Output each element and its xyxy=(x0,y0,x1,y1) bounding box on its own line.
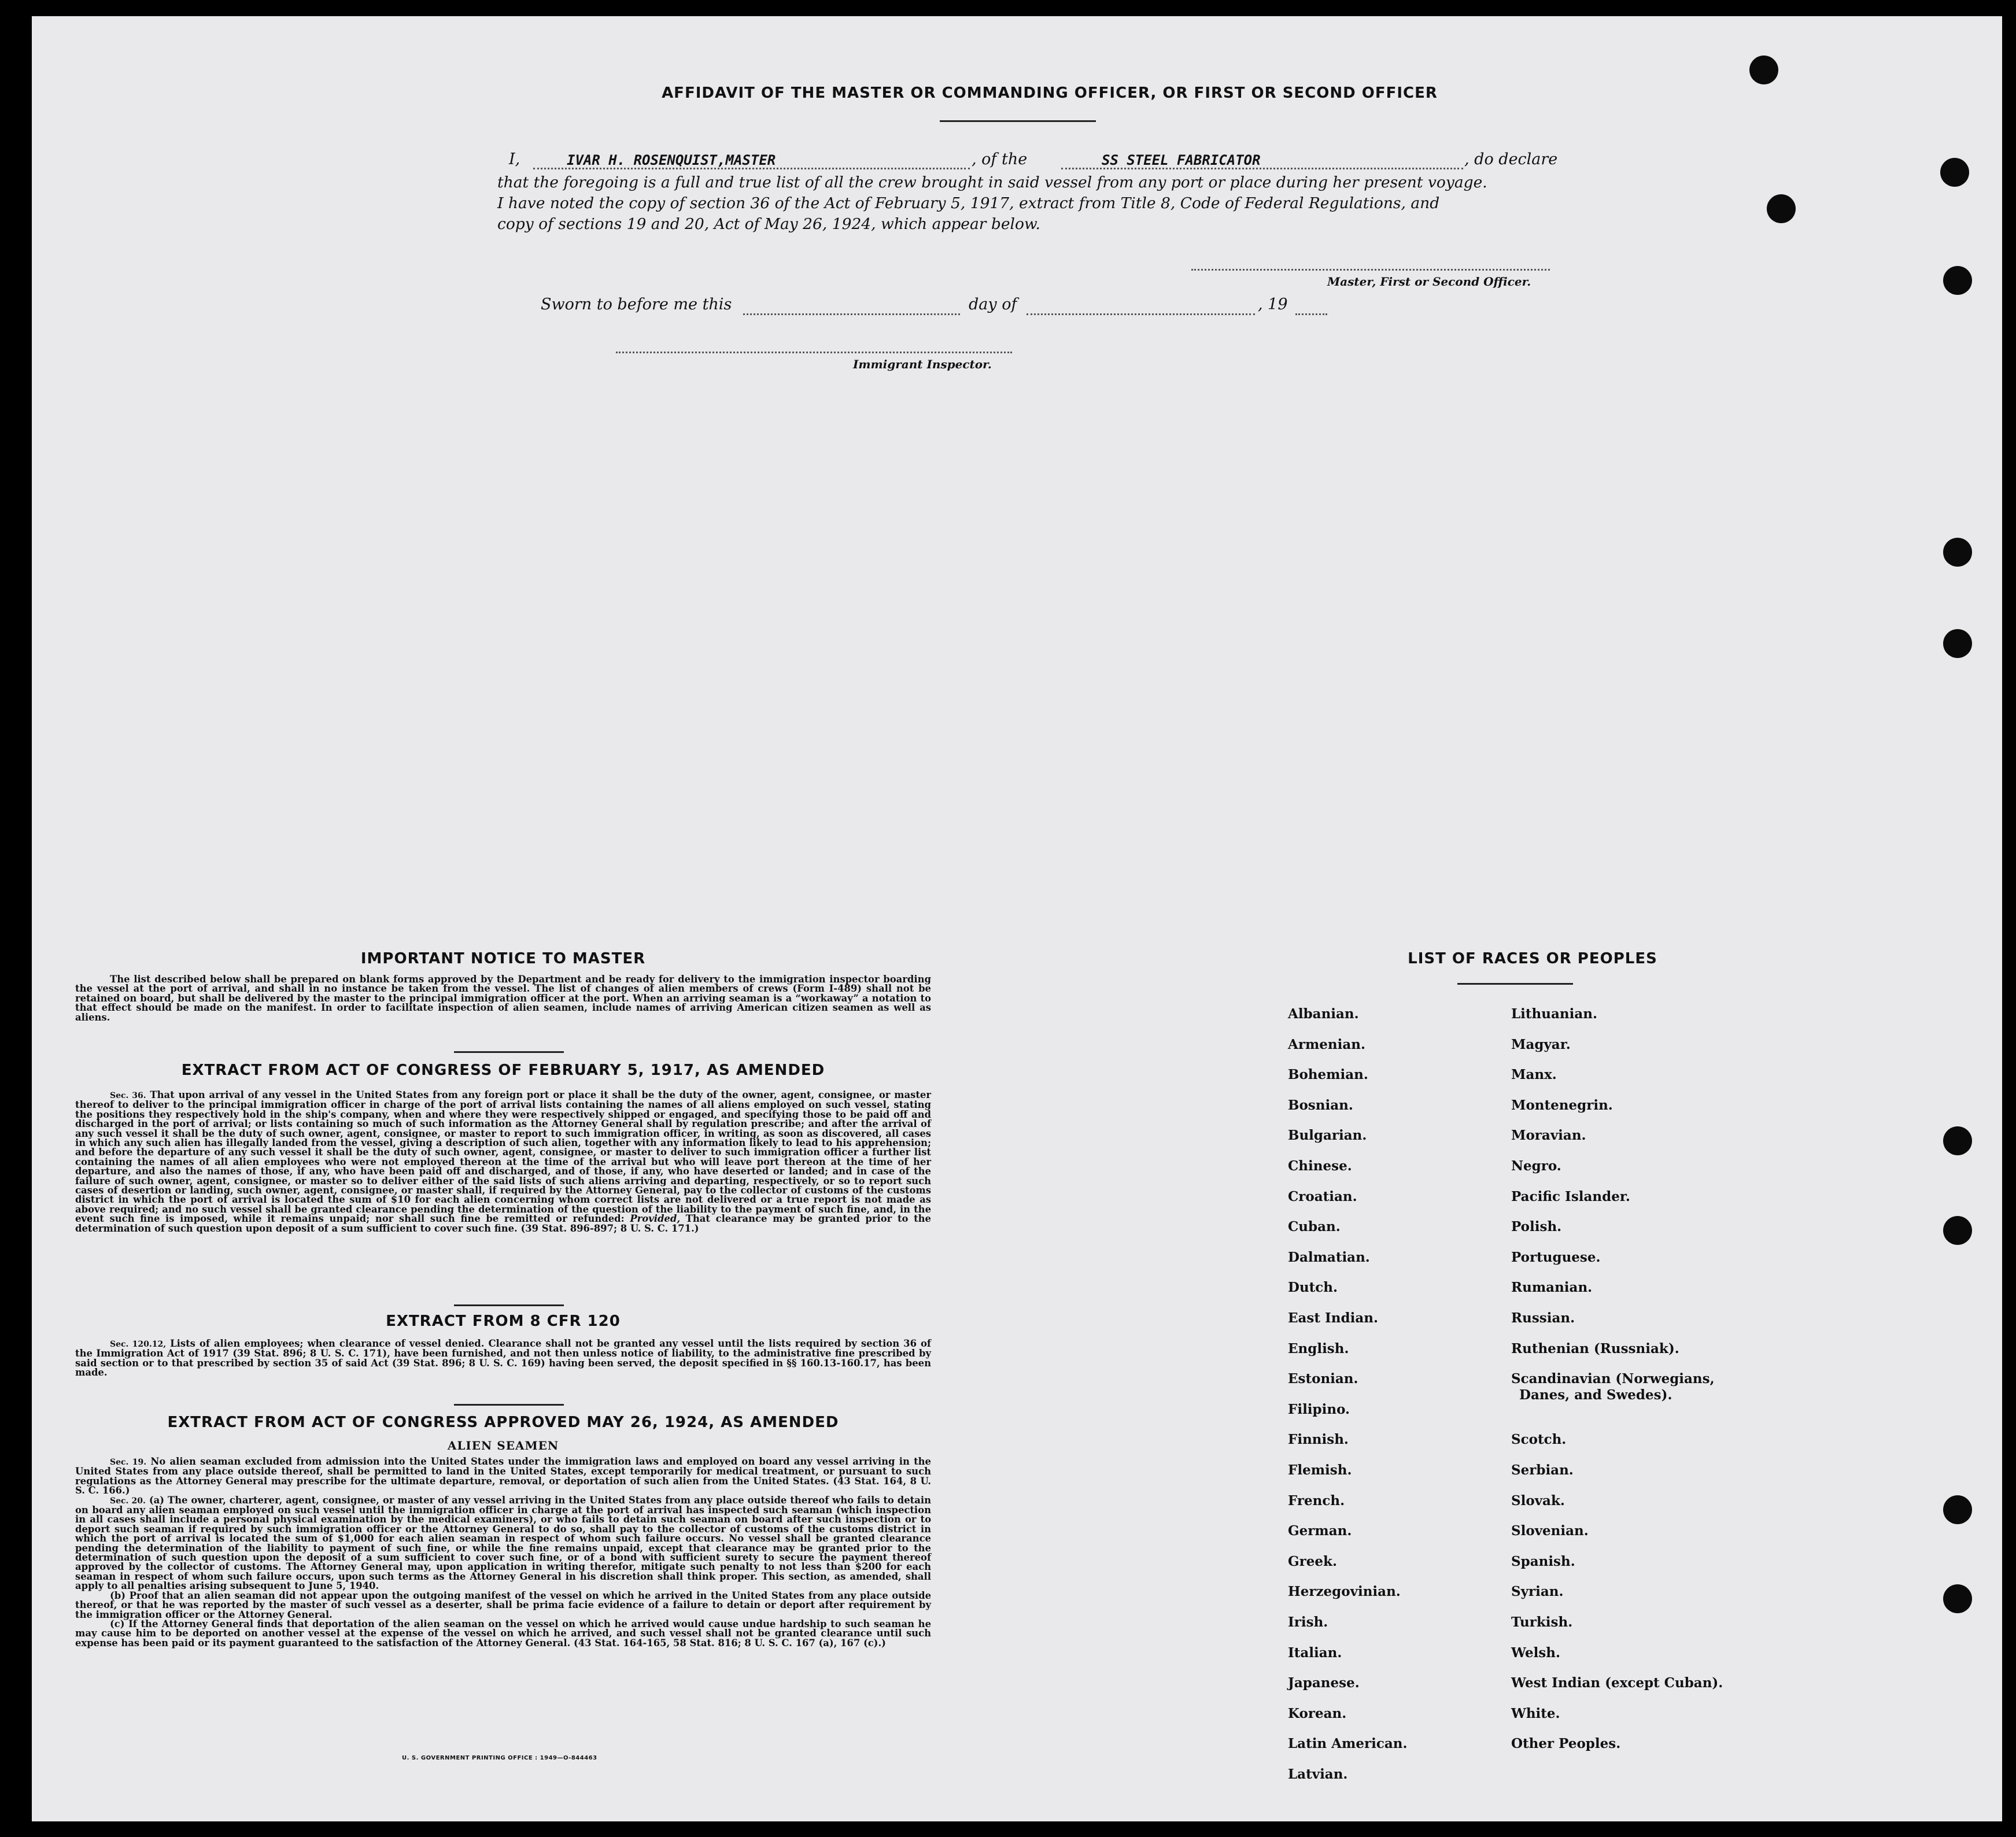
race-item: Bosnian. xyxy=(1288,1097,1353,1113)
sec-120-text: Lists of alien employees; when clearance of vessel denied. Clearance shall not be granted any vessel until the lists required by section 36 of the Immigration Act of 1917 (39 Stat. 896; 8 U. S. C. 171), have been furnished, and not then unless notice of liability, to the administrative fine prescribed by said section or to that prescribed by section 35 of said Act (39 Stat. 896; 8 U. S. C. 169) having been served, the deposit specified in §§ 160.13-160.17, has been made. xyxy=(75,1338,931,1378)
race-item: Moravian. xyxy=(1511,1128,1586,1144)
race-item: Herzegovinian. xyxy=(1288,1584,1401,1600)
race-item: Polish. xyxy=(1511,1219,1562,1235)
i-label: I, xyxy=(509,150,520,168)
race-item: Montenegrin. xyxy=(1511,1097,1613,1113)
inspector-signature-caption: Immigrant Inspector. xyxy=(853,357,992,371)
affidavit-title: AFFIDAVIT OF THE MASTER OR COMMANDING OFFICER, OR FIRST OR SECOND OFFICER xyxy=(662,84,1438,102)
of-the-label: , of the xyxy=(972,150,1028,168)
race-item: Other Peoples. xyxy=(1511,1736,1621,1752)
sec-20-label: Sec. 20. xyxy=(110,1496,146,1506)
extract-1924-body xyxy=(75,1457,931,1648)
race-item: Greek. xyxy=(1288,1553,1337,1569)
punch-hole xyxy=(1943,1216,1972,1245)
sworn-month-line xyxy=(1027,313,1255,315)
punch-hole xyxy=(1943,1584,1972,1613)
race-item: Russian. xyxy=(1511,1310,1575,1326)
extract-1924-subtitle: ALIEN SEAMEN xyxy=(447,1439,559,1452)
gpo-imprint: U. S. GOVERNMENT PRINTING OFFICE : 1949—O-844463 xyxy=(402,1755,597,1761)
extract-cfr-title: EXTRACT FROM 8 CFR 120 xyxy=(386,1313,621,1330)
race-item: Bohemian. xyxy=(1288,1067,1368,1083)
race-item: Spanish. xyxy=(1511,1553,1575,1569)
vessel-name-value: SS STEEL FABRICATOR xyxy=(1102,152,1261,168)
race-item: Welsh. xyxy=(1511,1644,1561,1661)
race-item: English. xyxy=(1288,1340,1349,1357)
race-item: Albanian. xyxy=(1288,1006,1359,1022)
notice-text: The list described below shall be prepared on blank forms approved by the Department and be ready for delivery to the immigration inspector boarding the vessel at the port of arrival, and shall in no instance be taken from the vessel. The list of changes of alien members of crews (Form I-489) shall not be retained on board, but shall be delivered by the master to the principal immigration officer at the port. When an arriving seaman is a “workaway” a notation to that effect should be made on the manifest. In order to facilitate inspection of alien seamen, include names of arriving American citizen seamen as well as aliens. xyxy=(75,974,931,1023)
race-item: West Indian (except Cuban). xyxy=(1511,1675,1723,1691)
punch-hole xyxy=(1943,1495,1972,1524)
punch-hole xyxy=(1767,194,1796,223)
extract-1924-title: EXTRACT FROM ACT OF CONGRESS APPROVED MAY 26, 1924, AS AMENDED xyxy=(167,1414,839,1431)
races-title: LIST OF RACES OR PEOPLES xyxy=(1408,950,1657,967)
sec-20c-text: (c) If the Attorney General finds that deportation of the alien seaman on the vessel on which he arrived would cause undue hardship to such seaman he may cause him to be deported on another vessel at the expense of the vessel on which he arrived, and such vessel shall not be granted clearance until such expense has been paid or its payment guaranteed to the satisfaction of the Attorney General. (43 Stat. 164-165, 58 Stat. 816; 8 U. S. C. 167 (a), 167 (c).) xyxy=(75,1618,931,1649)
race-item: Slovak. xyxy=(1511,1492,1565,1509)
punch-hole xyxy=(1749,56,1778,84)
race-item: Negro. xyxy=(1511,1158,1561,1174)
race-item: Estonian. xyxy=(1288,1371,1358,1387)
race-item: Irish. xyxy=(1288,1614,1328,1630)
race-item: Lithuanian. xyxy=(1511,1006,1597,1022)
race-item: Armenian. xyxy=(1288,1036,1366,1052)
form-page xyxy=(32,16,2002,1821)
notice-title: IMPORTANT NOTICE TO MASTER xyxy=(360,950,646,967)
extract-cfr-body xyxy=(75,1339,931,1378)
master-name-value: IVAR H. ROSENQUIST,MASTER xyxy=(567,152,776,168)
declaration-line-2: that the foregoing is a full and true list of all the crew brought in said vessel from any port or place during her present voyage. xyxy=(497,173,1487,191)
sec-19-text: No alien seaman excluded from admission into the United States under the immigration laws and employed on board any vessel arriving in the United States from any place outside thereof, shall be permitted to land in the United States, except temporarily for medical treatment, or pursuant to such regulations as the Attorney General may prescribe for the ultimate departure, removal, or deportation of such alien from the United States. (43 Stat. 164, 8 U. S. C. 166.) xyxy=(75,1456,931,1496)
race-item: Italian. xyxy=(1288,1644,1342,1661)
race-item: Rumanian. xyxy=(1511,1280,1593,1296)
race-item: Slovenian. xyxy=(1511,1523,1589,1539)
race-item: Bulgarian. xyxy=(1288,1128,1367,1144)
inspector-signature-line xyxy=(616,352,1012,353)
divider xyxy=(454,1404,564,1406)
race-item: Filipino. xyxy=(1288,1401,1350,1417)
race-item: Danes, and Swedes). xyxy=(1519,1387,1672,1403)
race-item: Cuban. xyxy=(1288,1219,1341,1235)
divider xyxy=(454,1051,564,1053)
sworn-label: Sworn to before me this xyxy=(541,295,732,313)
race-item: Dutch. xyxy=(1288,1280,1338,1296)
race-item: Japanese. xyxy=(1288,1675,1360,1691)
race-item: Dalmatian. xyxy=(1288,1249,1370,1265)
sec-20a-text: (a) The owner, charterer, agent, consignee, or master of any vessel arriving in the United States from any place outside thereof who fails to detain on board any alien seaman employed on such vessel until the immigration officer in charge at the port of arrival has inspected such seaman (which inspection in all cases shall include a personal physical examination by the medical examiners), or who fails to detain such seaman on board after such inspection or to deport such seaman if required by such immigration officer or the Attorney General to do so, shall pay to the collector of customs of the customs district in which the port of arrival is located the sum of $1,000 for each alien seaman in respect of whom such failure occurs. No vessel shall be granted clearance pending the determination of the liability to payment of such fine, or while the fine remains unpaid, except that clearance may be granted prior to the determination of such question upon the deposit of a sum sufficient to cover such fine, or of a bond with sufficient surety to secure the payment thereof approved by the collector of customs. The Attorney General may, upon application in writing therefor, mitigate such penalty to not less than $200 for each seaman in respect of whom such failure occurs, upon such terms as the Attorney General in his discretion shall think proper. This section, as amended, shall apply to all penalties arising subsequent to June 5, 1940. xyxy=(75,1494,931,1592)
race-item: Croatian. xyxy=(1288,1188,1357,1204)
race-item: German. xyxy=(1288,1523,1352,1539)
race-item: Magyar. xyxy=(1511,1036,1571,1052)
race-item: Latin American. xyxy=(1288,1736,1408,1752)
race-item: Chinese. xyxy=(1288,1158,1352,1174)
master-signature-line xyxy=(1191,269,1550,271)
extract-1917-body xyxy=(75,1091,931,1233)
divider xyxy=(1457,983,1573,985)
declaration-line-3: I have noted the copy of section 36 of the Act of February 5, 1917, extract from Title 8, Code of Federal Regulations, and xyxy=(497,194,1440,212)
sworn-year-line xyxy=(1295,313,1327,315)
punch-hole xyxy=(1943,629,1972,658)
punch-hole xyxy=(1940,158,1969,187)
sec-36-text: That upon arrival of any vessel in the United States from any foreign port or place it shall be the duty of the owner, agent, consignee, or master thereof to deliver to the principal immigration officer in charge of the port of arrival lists containing the names of all aliens employed on such vessel, stating the positions they respectively hold in the ship's company, when and where they were respectively shipped or engaged, and specifying those to be paid off and discharged in the port of arrival; or lists containing so much of such information as the Attorney General shall by regulation prescribe; and after the arrival of any such vessel it shall be the duty of such owner, agent, consignee, or master to report to such immigration officer, in writing, as soon as discovered, all cases in which any such alien has illegally landed from the vessel, giving a description of such alien, together with any information likely to lead to his apprehension; and before the departure of any such vessel it shall be the duty of such owner, agent, consignee, or master to deliver to such immigration officer a further list containing the names of all alien employees who were not employed thereon at the time of the arrival but who will leave port thereon at the time of her departure, and also the names of those, if any, who have been paid off and discharged, and of those, if any, who have deserted or landed; and in case of the failure of such owner, agent, consignee, or master so to deliver either of the said lists of such aliens arriving and departing, respectively, or so to report such cases of desertion or landing, such owner, agent, consignee, or master shall, if required by the Attorney General, pay to the collector of customs of the customs district in which the port of arrival is located the sum of $10 for each alien concerning whom correct lists are not delivered or a true report is not made as above required; and no such vessel shall be granted clearance pending the determination of the question of the liability to the payment of such fine, and, in the event such fine is imposed, while it remains unpaid; nor shall such fine be remitted or refunded: xyxy=(75,1089,931,1225)
punch-hole xyxy=(1943,1126,1972,1155)
notice-body xyxy=(75,975,931,1022)
sec-120-label: Sec. 120.12, xyxy=(110,1340,167,1349)
race-item: Latvian. xyxy=(1288,1766,1348,1782)
do-declare-label: , do declare xyxy=(1464,150,1558,168)
sworn-line xyxy=(541,295,1350,319)
race-item: Korean. xyxy=(1288,1705,1347,1721)
race-item: Pacific Islander. xyxy=(1511,1188,1630,1204)
race-item: Flemish. xyxy=(1288,1462,1352,1478)
race-item: Portuguese. xyxy=(1511,1249,1601,1265)
punch-hole xyxy=(1943,538,1972,567)
year-label: , 19 xyxy=(1258,295,1288,313)
divider xyxy=(940,120,1096,122)
declaration-line-1 xyxy=(509,150,1590,171)
sworn-day-line xyxy=(743,313,960,315)
day-of-label: day of xyxy=(969,295,1017,313)
extract-1917-title: EXTRACT FROM ACT OF CONGRESS OF FEBRUARY 5, 1917, AS AMENDED xyxy=(181,1062,825,1079)
race-item: White. xyxy=(1511,1705,1560,1721)
divider xyxy=(454,1304,564,1306)
race-item: French. xyxy=(1288,1492,1345,1509)
race-item: Manx. xyxy=(1511,1067,1557,1083)
sec-20b-text: (b) Proof that an alien seaman did not appear upon the outgoing manifest of the vessel on which he arrived in the United States from any place outside thereof, or that he was reported by the master of such vessel as a deserter, shall be prima facie evidence of a failure to detain or deport after requirement by the immigration officer or the Attorney General. xyxy=(75,1590,931,1620)
race-item: Serbian. xyxy=(1511,1462,1574,1478)
proviso-text: That clearance may be granted prior to the determination of such question upon deposit of a sum sufficient to cover such fine. (39 Stat. 896-897; 8 U. S. C. 171.) xyxy=(75,1213,931,1234)
sec-36-label: Sec. 36. xyxy=(110,1091,146,1100)
race-item: Turkish. xyxy=(1511,1614,1573,1630)
master-signature-caption: Master, First or Second Officer. xyxy=(1327,275,1531,289)
race-item: Finnish. xyxy=(1288,1432,1349,1448)
punch-hole xyxy=(1943,266,1972,295)
race-item: Scotch. xyxy=(1511,1432,1567,1448)
race-item: Scandinavian (Norwegians, xyxy=(1511,1371,1715,1387)
race-item: Syrian. xyxy=(1511,1584,1564,1600)
proviso-label: Provided, xyxy=(630,1213,681,1225)
sec-19-label: Sec. 19. xyxy=(110,1458,147,1467)
declaration-line-4: copy of sections 19 and 20, Act of May 26, 1924, which appear below. xyxy=(497,215,1040,233)
race-item: Ruthenian (Russniak). xyxy=(1511,1340,1679,1357)
race-item: East Indian. xyxy=(1288,1310,1378,1326)
